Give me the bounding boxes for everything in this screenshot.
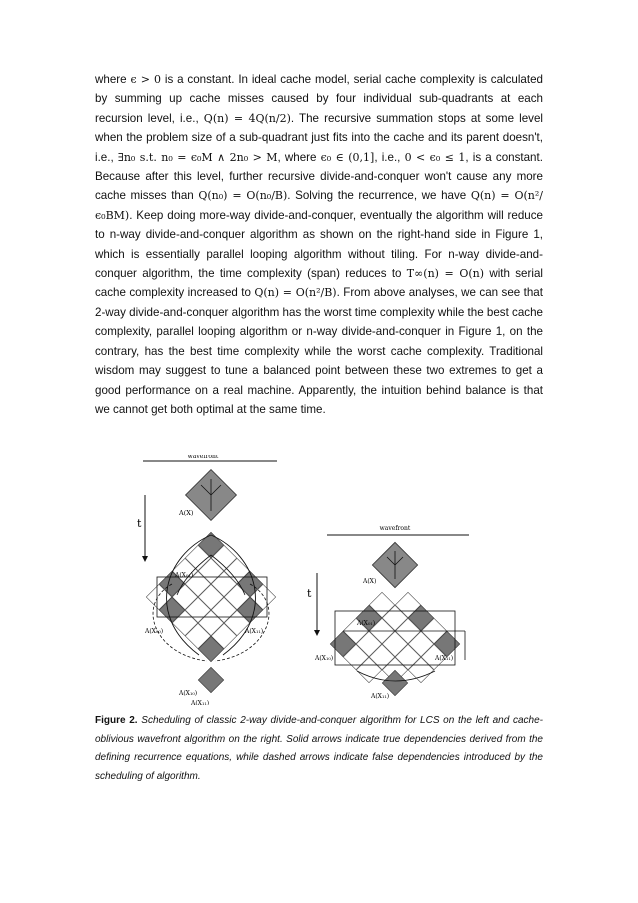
math-inline: ∃n₀ s.t. n₀ = ϵ₀M ∧ 2n₀ > M <box>117 150 278 164</box>
time-label: t <box>137 517 142 530</box>
text-run: , is a constant. Because after this level, further recursive divide-and-conquer won't cause any more cache misses than <box>95 150 543 203</box>
node-label: A(X₁₀) <box>179 690 198 697</box>
caption-text: Scheduling of classic 2-way divide-and-conquer algorithm for LCS on the left and cache-oblivious wavefront algorithm on the right. Solid arrows indicate true dependencies derived from the defining recurrence equations, while dashed arrows indicate false dependencies introduced by the scheduling of algorithm. <box>95 715 543 782</box>
node-a-x <box>178 470 236 521</box>
wavefront-label: wavefront <box>187 455 219 460</box>
math-inline: ϵ₀ ∈ (0,1] <box>320 150 375 164</box>
left-diagram <box>137 455 277 705</box>
text-run: . From above analyses, we can see that 2-way divide-and-conquer algorithm has the worst time complexity while the best cache complexity, parallel looping algorithm or n-way divide-and-conquer in Figure 1, on the contrary, has the best time complexity while the worst cache complexity. Traditional wisdom may suggest to tune a balanced point between these two extremes to get a good performance on a real machine. Apparently, the intuition behind balance is that we cannot get both optimal at the same time. <box>95 286 543 416</box>
node-label: A(X) <box>363 578 377 585</box>
body-text <box>95 70 543 419</box>
text-run: where <box>95 73 127 86</box>
math-inline: ϵ > 0 <box>130 73 162 86</box>
time-label: t <box>307 587 312 600</box>
wavefront-label: wavefront <box>379 525 411 532</box>
paragraph <box>95 70 543 419</box>
text-run: . Keep doing more-way divide-and-conquer, eventually the algorithm will reduce to n-way divide-and-conquer algorithm as shown on the right-hand side in Figure 1, which is essentially parallel looping algorithm without tiling. For n-way divide-and-conquer algorithm, the time complexity (span) reduces to <box>95 208 543 281</box>
figure-2 <box>95 455 543 705</box>
math-inline: Q(n₀) = O(n₀/B) <box>198 189 288 203</box>
text-run: . Solving the recurrence, we have <box>287 189 467 203</box>
caption-label: Figure 2. <box>95 715 138 726</box>
right-diagram <box>307 525 469 700</box>
math-inline: 0 < ϵ₀ ≤ 1 <box>404 150 466 164</box>
node-label: A(X₁₁) <box>371 693 390 700</box>
node-label: A(X₁₁) <box>435 655 454 662</box>
text-run: . The recursive summation stops at some level when the problem size of a sub-quadrant just fits into the cache and its parent doesn't, i.e., <box>95 111 543 164</box>
node-label: A(X) <box>179 509 194 517</box>
right-tile-grid <box>330 592 459 695</box>
math-inline: Q(n) = O(n²/ϵ₀BM) <box>95 189 543 222</box>
text-run: , where <box>277 150 317 164</box>
figure-caption <box>95 712 543 786</box>
node-a-x11 <box>198 667 223 692</box>
math-inline: T∞(n) = O(n) <box>406 267 485 281</box>
node-label: A(X₁₁) <box>245 628 264 635</box>
node-a-x <box>362 542 418 587</box>
math-inline: Q(n) = O(n²/B) <box>254 286 337 300</box>
node-label: A(X₀₀) <box>145 628 164 635</box>
node-label: A(X₁₁) <box>191 700 210 705</box>
figure-diagram <box>95 455 543 705</box>
node-label: A(X₀₁) <box>357 620 376 627</box>
math-inline: Q(n) = 4Q(n/2) <box>203 111 291 125</box>
text-run: , i.e., <box>374 150 401 164</box>
text-run: is a constant. In ideal cache model, serial cache complexity is calculated by summing up cache misses caused by four individual sub-quadrants at each recursion level, i.e., <box>95 73 543 125</box>
node-label: A(X₀₁) <box>175 572 194 579</box>
left-tile-grid <box>146 532 275 661</box>
text-run: with serial cache complexity increased to <box>95 267 543 300</box>
node-label: A(X₁₀) <box>315 655 334 662</box>
